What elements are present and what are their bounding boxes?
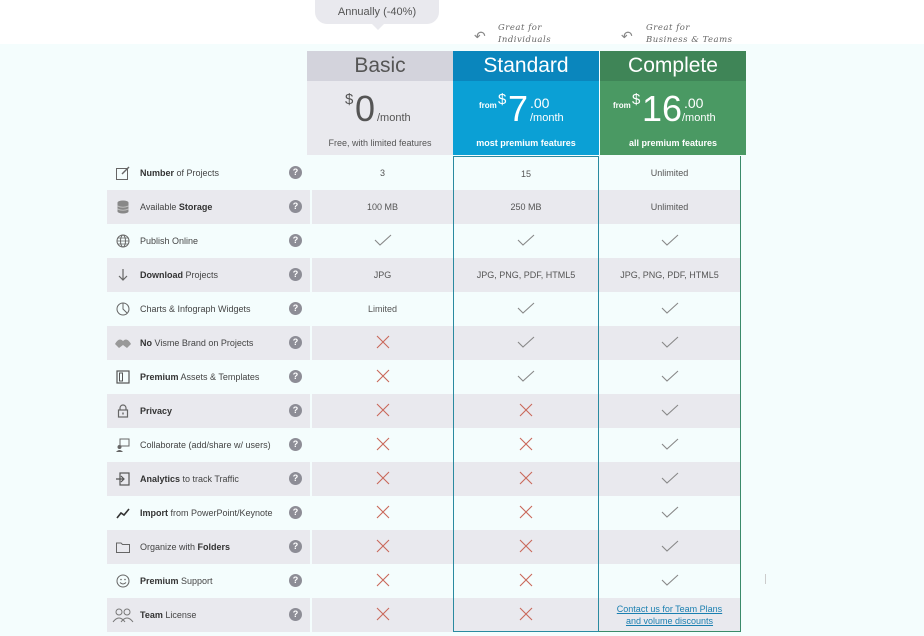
cell-standard [453, 428, 599, 462]
check-icon [659, 504, 681, 522]
collaborate-icon [109, 431, 137, 459]
check-icon [515, 300, 537, 318]
price-from: from [479, 101, 497, 110]
check-icon [372, 232, 394, 250]
cross-icon [518, 436, 534, 454]
cell-complete [599, 360, 741, 394]
plan-name: Complete [600, 51, 746, 81]
feature-value: 100 MB [366, 202, 399, 212]
chart-icon [109, 295, 137, 323]
feature-label-cell [107, 394, 310, 428]
table-row [107, 326, 742, 360]
cross-icon [375, 470, 391, 488]
help-icon[interactable]: ? [289, 302, 302, 315]
check-icon [515, 334, 537, 352]
link-line: and volume discounts [625, 615, 714, 626]
cell-basic [312, 462, 453, 496]
cell-standard [453, 156, 599, 190]
price-cents: .00 [684, 95, 704, 111]
feature-label [140, 406, 172, 416]
feature-label-strong: Privacy [140, 406, 173, 416]
plan-subtitle: most premium features [476, 138, 576, 148]
plan-name: Standard [453, 51, 599, 81]
check-icon [515, 232, 537, 250]
lock-icon [109, 397, 137, 425]
check-icon [659, 436, 681, 454]
check-icon [659, 368, 681, 386]
price-currency: $ [498, 91, 507, 108]
cross-icon [518, 504, 534, 522]
folder-icon [109, 533, 137, 561]
price-currency: $ [632, 91, 641, 108]
cell-complete [599, 496, 741, 530]
feature-label-strong: Premium [140, 576, 179, 586]
team-icon [109, 601, 137, 629]
check-icon [515, 368, 537, 386]
table-row [107, 496, 742, 530]
cell-complete [599, 224, 741, 258]
price-currency: $ [345, 91, 354, 108]
cell-standard [453, 462, 599, 496]
feature-label [140, 202, 212, 212]
table-row [107, 224, 742, 258]
price-from: from [613, 101, 631, 110]
cell-basic [312, 394, 453, 428]
cross-icon [375, 436, 391, 454]
plan-name: Basic [307, 51, 453, 81]
price-amount: 0 [355, 88, 376, 129]
cross-icon [375, 402, 391, 420]
feature-label-pre: Publish Online [140, 236, 199, 246]
cell-standard [453, 564, 599, 598]
cross-icon [518, 402, 534, 420]
price-period: /month [682, 112, 716, 124]
billing-toggle-pointer [372, 24, 384, 30]
feature-label [140, 168, 219, 178]
feature-label-cell [107, 598, 310, 632]
feature-label-rest: Projects [183, 270, 219, 280]
feature-label-cell [107, 360, 310, 394]
feature-value: Unlimited [650, 202, 689, 212]
plan-price [600, 88, 746, 129]
cross-icon [518, 606, 534, 624]
plan-price-box [307, 81, 453, 155]
billing-toggle[interactable]: Annually (-40%) [315, 0, 439, 24]
price-period: /month [530, 112, 564, 124]
feature-label-rest: to track Traffic [180, 474, 239, 484]
cross-icon [375, 368, 391, 386]
cross-icon [375, 572, 391, 590]
check-icon [659, 572, 681, 590]
feature-value: Unlimited [650, 168, 689, 178]
feature-label-cell [107, 190, 310, 224]
plan-standard[interactable] [453, 51, 599, 155]
cell-complete [599, 530, 741, 564]
help-icon[interactable]: ? [289, 404, 302, 417]
feature-label-rest: Visme Brand on Projects [152, 338, 254, 348]
feature-label-strong: Download [140, 270, 183, 280]
price-amount: 7 [508, 88, 529, 129]
plan-price [307, 88, 453, 129]
feature-label-strong: No [140, 338, 152, 348]
cell-complete [599, 190, 741, 224]
plan-complete[interactable] [600, 51, 746, 155]
feature-label [140, 508, 273, 518]
feature-label-rest: Assets & Templates [178, 372, 260, 382]
feature-label-rest: Support [178, 576, 213, 586]
cross-icon [518, 538, 534, 556]
feature-label-cell [107, 462, 310, 496]
table-row [107, 292, 742, 326]
feature-label [140, 576, 213, 586]
feature-label-strong: Team [140, 610, 163, 620]
check-icon [659, 300, 681, 318]
table-row [107, 190, 742, 224]
cell-basic [312, 598, 453, 632]
cell-basic [312, 292, 453, 326]
table-row [107, 258, 742, 292]
plan-subtitle: Free, with limited features [328, 138, 432, 148]
cross-icon [375, 504, 391, 522]
check-icon [659, 232, 681, 250]
cell-basic [312, 258, 453, 292]
price-amount: 16 [642, 88, 683, 129]
plan-price-box [453, 81, 599, 155]
template-icon [109, 363, 137, 391]
feature-label-cell [107, 496, 310, 530]
help-icon[interactable]: ? [289, 608, 302, 621]
cell-basic [312, 530, 453, 564]
note-standard [498, 22, 551, 46]
note-line: Individuals [498, 35, 552, 45]
check-icon [659, 538, 681, 556]
cross-icon [518, 572, 534, 590]
table-row [107, 530, 742, 564]
plan-subtitle: all premium features [628, 138, 718, 148]
brand-icon [109, 329, 137, 357]
cell-basic [312, 564, 453, 598]
cross-icon [375, 538, 391, 556]
feature-value: JPG, PNG, PDF, HTML5 [620, 270, 719, 280]
link-line: Contact us for Team Plans [616, 603, 723, 614]
check-icon [659, 470, 681, 488]
check-icon [659, 334, 681, 352]
cell-basic [312, 428, 453, 462]
contact-team-plans-link[interactable] [617, 603, 722, 627]
download-icon [109, 261, 137, 289]
price-cents: .00 [530, 95, 550, 111]
feature-value: 3 [379, 168, 385, 178]
feature-label [140, 610, 196, 620]
feature-label-cell [107, 292, 310, 326]
table-row [107, 462, 742, 496]
feature-label-cell [107, 530, 310, 564]
feature-value: 15 [520, 168, 531, 179]
cell-standard [453, 360, 599, 394]
feature-label-cell [107, 258, 310, 292]
cell-basic [312, 496, 453, 530]
cell-basic [312, 156, 453, 190]
feature-label-pre: Organize with [140, 542, 198, 552]
curved-arrow-icon: ↶ [621, 28, 633, 44]
feature-label-rest: of Projects [174, 168, 220, 178]
cell-standard [453, 530, 599, 564]
help-icon[interactable]: ? [289, 336, 302, 349]
feature-label-strong: Storage [178, 202, 213, 212]
cell-complete [599, 564, 741, 598]
help-icon[interactable]: ? [289, 370, 302, 383]
plan-price-box [600, 81, 746, 155]
feature-label-cell [107, 224, 310, 258]
cell-complete [599, 394, 741, 428]
plan-basic[interactable] [307, 51, 453, 155]
table-row [107, 394, 742, 428]
edit-icon [109, 159, 137, 187]
feature-label-strong: Number [140, 168, 175, 178]
feature-label [140, 474, 239, 484]
table-row [107, 156, 742, 190]
note-line: Great for [646, 23, 690, 33]
help-icon[interactable]: ? [289, 438, 302, 451]
analytics-icon [109, 465, 137, 493]
feature-label-pre: Charts & Infograph Widgets [140, 304, 251, 314]
cell-standard [453, 292, 599, 326]
globe-icon [109, 227, 137, 255]
cell-complete [599, 428, 741, 462]
support-icon [109, 567, 137, 595]
check-icon [659, 402, 681, 420]
cell-basic [312, 190, 453, 224]
cell-complete [599, 292, 741, 326]
feature-label [140, 542, 230, 552]
feature-label-pre: Collaborate (add/share w/ users) [140, 440, 271, 450]
table-row [107, 564, 742, 598]
cell-standard [453, 496, 599, 530]
cross-icon [375, 606, 391, 624]
cell-complete [599, 156, 741, 190]
cell-standard [453, 326, 599, 360]
plan-price [453, 88, 599, 129]
cell-complete [599, 598, 741, 632]
feature-label-rest: from PowerPoint/Keynote [168, 508, 273, 518]
table-row [107, 598, 742, 632]
cell-standard [453, 598, 599, 632]
table-row [107, 428, 742, 462]
cell-basic [312, 326, 453, 360]
cell-standard [453, 224, 599, 258]
feature-value: 250 MB [510, 202, 542, 212]
feature-value: JPG, PNG, PDF, HTML5 [476, 270, 576, 280]
feature-label-pre: Available [140, 202, 179, 212]
feature-label-strong: Import [140, 508, 168, 518]
cell-complete [599, 326, 741, 360]
help-icon[interactable]: ? [289, 200, 302, 213]
help-icon[interactable]: ? [289, 234, 302, 247]
help-icon[interactable]: ? [289, 268, 302, 281]
help-icon[interactable]: ? [289, 472, 302, 485]
cell-complete [599, 258, 741, 292]
feature-label [140, 338, 253, 348]
feature-table [107, 156, 742, 632]
note-line: Business & Teams [646, 35, 733, 45]
cell-basic [312, 360, 453, 394]
cell-basic [312, 224, 453, 258]
help-icon[interactable]: ? [289, 166, 302, 179]
feature-label-cell [107, 428, 310, 462]
feature-label-cell [107, 156, 310, 190]
price-period: /month [377, 112, 411, 124]
feature-label-strong: Folders [197, 542, 231, 552]
help-icon[interactable]: ? [289, 574, 302, 587]
feature-label-cell [107, 326, 310, 360]
feature-label-cell [107, 564, 310, 598]
feature-label [140, 270, 218, 280]
cell-standard [453, 190, 599, 224]
cell-complete [599, 462, 741, 496]
feature-label-strong: Premium [140, 372, 179, 382]
database-icon [109, 193, 137, 221]
divider [765, 574, 766, 584]
feature-value: Limited [367, 304, 397, 314]
import-icon [109, 499, 137, 527]
feature-label [140, 372, 259, 382]
help-icon[interactable]: ? [289, 540, 302, 553]
help-icon[interactable]: ? [289, 506, 302, 519]
table-row [107, 360, 742, 394]
cell-standard [453, 394, 599, 428]
feature-label-rest: License [162, 610, 197, 620]
feature-value: JPG [373, 270, 392, 280]
feature-label [140, 304, 251, 314]
feature-label [140, 236, 198, 246]
cross-icon [518, 470, 534, 488]
feature-label-strong: Analytics [140, 474, 181, 484]
note-line: Great for [498, 23, 542, 33]
curved-arrow-icon: ↶ [474, 28, 486, 44]
cell-standard [453, 258, 599, 292]
feature-label [140, 440, 271, 450]
cross-icon [375, 334, 391, 352]
note-complete [646, 22, 733, 46]
